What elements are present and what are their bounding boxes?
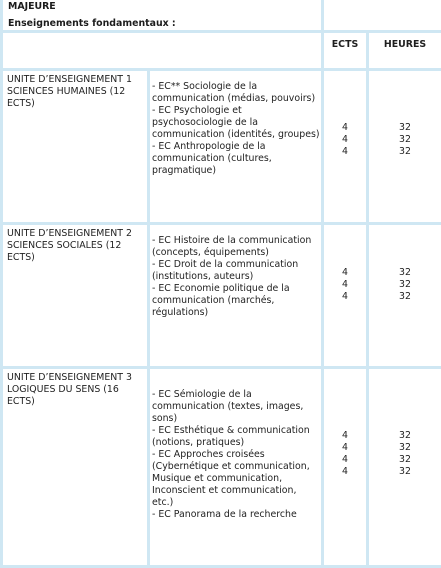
ects-value: 4 bbox=[342, 466, 348, 477]
heures-value: 32 bbox=[399, 291, 411, 302]
column-header-blank-cell bbox=[3, 33, 321, 68]
ects-value: 4 bbox=[342, 430, 348, 441]
unit-ects bbox=[324, 225, 366, 366]
heures-value: 32 bbox=[399, 267, 411, 278]
course-item: - EC Droit de la communication (institutions, auteurs) bbox=[152, 259, 299, 282]
unit-heures bbox=[369, 369, 441, 565]
unit-title: UNITE D’ENSEIGNEMENT 1 SCIENCES HUMAINES (12 ECTS) bbox=[3, 71, 147, 222]
ects-value: 4 bbox=[342, 267, 348, 278]
unit-heures bbox=[369, 225, 441, 366]
section-title bbox=[3, 0, 321, 30]
unit-title: UNITE D’ENSEIGNEMENT 2 SCIENCES SOCIALES (12 ECTS) bbox=[3, 225, 147, 366]
ects-value: 4 bbox=[342, 134, 348, 145]
heures-value: 32 bbox=[399, 279, 411, 290]
unit-heures bbox=[369, 71, 441, 222]
heures-value: 32 bbox=[399, 134, 411, 145]
course-item: - EC Sémiologie de la communication (textes, images, sons) bbox=[152, 389, 304, 424]
heures-value: 32 bbox=[399, 430, 411, 441]
heures-value: 32 bbox=[399, 146, 411, 157]
course-item: - EC Economie politique de la communication (marchés, régulations) bbox=[152, 283, 290, 318]
unit-row-3 bbox=[3, 369, 441, 565]
ects-value: 4 bbox=[342, 146, 348, 157]
title-row-blank-cell bbox=[324, 0, 441, 30]
ects-value: 4 bbox=[342, 122, 348, 133]
heures-value: 32 bbox=[399, 442, 411, 453]
ects-value: 4 bbox=[342, 279, 348, 290]
course-item: - EC Psychologie et psychosociologie de la communication (identités, groupes) bbox=[152, 105, 320, 140]
section-title-majeure: MAJEURE bbox=[8, 1, 56, 12]
course-item: - EC Histoire de la communication (concepts, équipements) bbox=[152, 235, 312, 258]
column-header-heures: HEURES bbox=[369, 33, 441, 68]
course-item: - EC Esthétique & communication (notions, pratiques) bbox=[152, 425, 310, 448]
title-row bbox=[3, 0, 441, 30]
course-item: - EC Anthropologie de la communication (cultures, pragmatique) bbox=[152, 141, 272, 176]
ects-value: 4 bbox=[342, 291, 348, 302]
course-item: - EC Panorama de la recherche bbox=[152, 509, 297, 520]
unit-row-1 bbox=[3, 71, 441, 222]
heures-value: 32 bbox=[399, 122, 411, 133]
unit-ects bbox=[324, 71, 366, 222]
course-item: - EC** Sociologie de la communication (médias, pouvoirs) bbox=[152, 81, 316, 104]
heures-value: 32 bbox=[399, 466, 411, 477]
unit-courses bbox=[150, 369, 321, 565]
unit-courses bbox=[150, 71, 321, 222]
section-title-subtitle: Enseignements fondamentaux : bbox=[8, 18, 176, 29]
heures-value: 32 bbox=[399, 454, 411, 465]
course-item: - EC Approches croisées (Cybernétique et communication, Musique et communication, Inconscient et communication, etc.) bbox=[152, 449, 310, 508]
unit-courses bbox=[150, 225, 321, 366]
ects-value: 4 bbox=[342, 442, 348, 453]
unit-title: UNITE D’ENSEIGNEMENT 3 LOGIQUES DU SENS (16 ECTS) bbox=[3, 369, 147, 565]
ects-value: 4 bbox=[342, 454, 348, 465]
unit-row-2 bbox=[3, 225, 441, 366]
column-header-ects: ECTS bbox=[324, 33, 366, 68]
unit-ects bbox=[324, 369, 366, 565]
column-header-row bbox=[3, 33, 441, 68]
